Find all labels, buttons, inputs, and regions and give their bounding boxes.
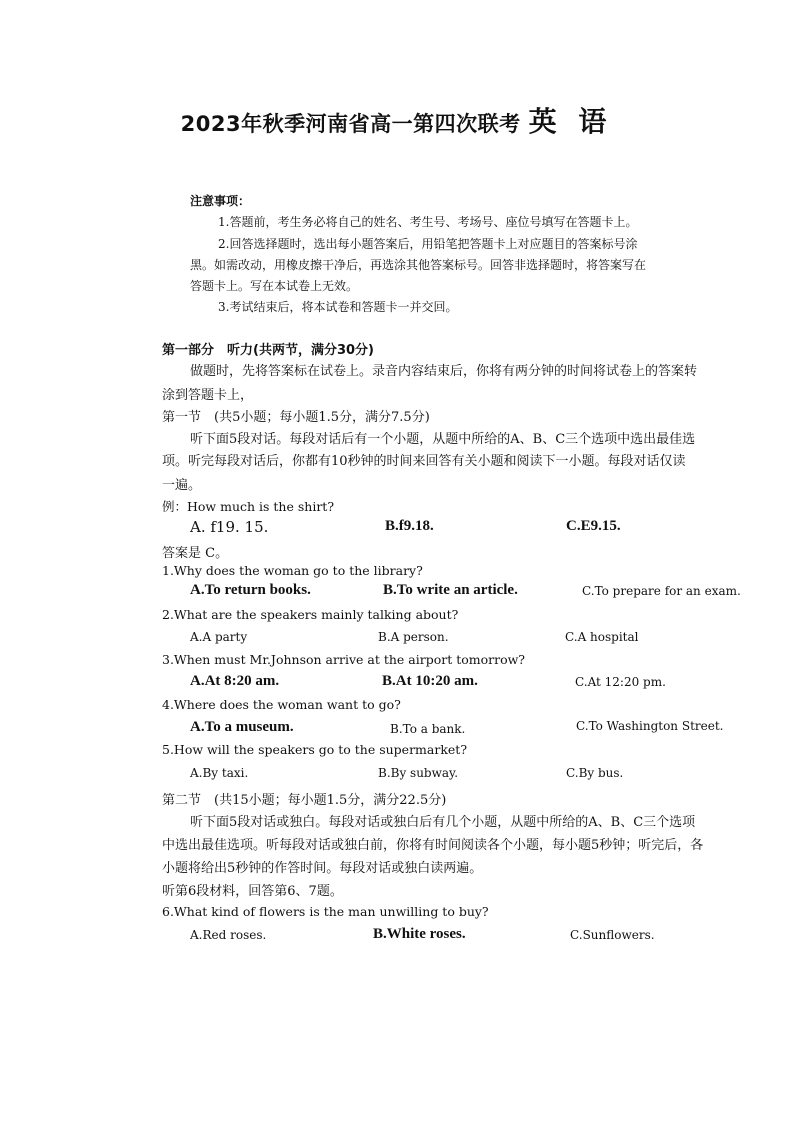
question-6-option-c: C.Sunflowers. bbox=[570, 928, 655, 942]
question-3-option-c: C.At 12:20 pm. bbox=[575, 675, 666, 689]
section1-instruction-line2: 项。听完每段对话后，你都有10秒钟的时间来回答有关小题和阅读下一小题。每段对话仅读 bbox=[162, 454, 686, 469]
question-5-option-c: C.By bus. bbox=[566, 766, 624, 780]
notice-item-2-line2: 黑。如需改动，用橡皮擦干净后，再选涂其他答案标号。回答非选择题时，将答案写在 bbox=[190, 258, 647, 272]
question-6-option-b: B.White roses. bbox=[373, 926, 466, 942]
notice-item-2-line3: 答题卡上。写在本试卷上无效。 bbox=[190, 279, 359, 293]
section1-instruction-line3: 一遍。 bbox=[162, 478, 202, 493]
section1-instruction-line1: 听下面5段对话。每段对话后有一个小题，从题中所给的A、B、C三个选项中选出最佳选 bbox=[190, 432, 696, 447]
question-6-option-a: A.Red roses. bbox=[190, 928, 267, 942]
example-option-b: B.f9.18. bbox=[385, 518, 434, 534]
notice-item-3: 3.考试结束后，将本试卷和答题卡一并交回。 bbox=[218, 300, 458, 314]
question-4-option-b: B.To a bank. bbox=[390, 722, 466, 736]
example-question: 例：How much is the shirt? bbox=[162, 499, 335, 514]
question-5-option-a: A.By taxi. bbox=[190, 766, 249, 780]
question-2-option-a: A.A party bbox=[190, 630, 248, 644]
section1-heading: 第一节 (共5小题；每小题1.5分，满分7.5分) bbox=[162, 410, 430, 425]
question-4-option-a: A.To a museum. bbox=[190, 719, 294, 735]
example-answer: 答案是 C。 bbox=[162, 546, 229, 561]
exam-subject: 英 语 bbox=[528, 105, 613, 138]
question-1-option-a: A.To return books. bbox=[190, 582, 311, 598]
question-2-option-b: B.A person. bbox=[378, 630, 449, 644]
question-3-option-b: B.At 10:20 am. bbox=[382, 673, 478, 689]
question-3: 3.When must Mr.Johnson arrive at the airport tomorrow? bbox=[162, 652, 525, 667]
part1-intro-line1: 做题时，先将答案标在试卷上。录音内容结束后，你将有两分钟的时间将试卷上的答案转 bbox=[190, 364, 698, 379]
question-3-option-a: A.At 8:20 am. bbox=[190, 673, 280, 689]
question-2-option-c: C.A hospital bbox=[565, 630, 639, 644]
section2-instruction-line1: 听下面5段对话或独白。每段对话或独白后有几个小题，从题中所给的A、B、C三个选项 bbox=[190, 815, 696, 830]
question-1: 1.Why does the woman go to the library? bbox=[162, 563, 423, 578]
part1-heading: 第一部分 听力(共两节，满分30分) bbox=[162, 343, 374, 358]
question-6: 6.What kind of flowers is the man unwilling to buy? bbox=[162, 904, 489, 919]
example-option-c: C.E9.15. bbox=[566, 518, 621, 534]
section2-instruction-line2: 中选出最佳选项。听每段对话或独白前，你将有时间阅读各个小题，每小题5秒钟；听完后，各 bbox=[162, 838, 704, 853]
question-4: 4.Where does the woman want to go? bbox=[162, 697, 401, 712]
exam-title bbox=[0, 100, 793, 140]
part1-intro-line2: 涂到答题卡上， bbox=[162, 388, 254, 403]
question-5: 5.How will the speakers go to the supermarket? bbox=[162, 742, 468, 757]
example-option-a: A. f19. 15. bbox=[190, 518, 269, 536]
question-5-option-b: B.By subway. bbox=[378, 766, 459, 780]
notice-item-2-line1: 2.回答选择题时，选出每小题答案后，用铅笔把答题卡上对应题目的答案标号涂 bbox=[218, 237, 638, 251]
material-6-instruction: 听第6段材料，回答第6、7题。 bbox=[162, 884, 343, 899]
question-1-option-c: C.To prepare for an exam. bbox=[582, 584, 741, 598]
question-1-option-b: B.To write an article. bbox=[383, 582, 518, 598]
question-2: 2.What are the speakers mainly talking about? bbox=[162, 607, 459, 622]
question-4-option-c: C.To Washington Street. bbox=[576, 719, 724, 733]
notice-item-1: 1.答题前，考生务必将自己的姓名、考生号、考场号、座位号填写在答题卡上。 bbox=[218, 215, 638, 229]
notice-heading: 注意事项： bbox=[190, 194, 251, 208]
exam-title-main: 2023年秋季河南省高一第四次联考 bbox=[180, 112, 521, 136]
section2-instruction-line3: 小题将给出5秒钟的作答时间。每段对话或独白读两遍。 bbox=[162, 861, 483, 876]
section2-heading: 第二节 (共15小题；每小题1.5分，满分22.5分) bbox=[162, 793, 447, 808]
